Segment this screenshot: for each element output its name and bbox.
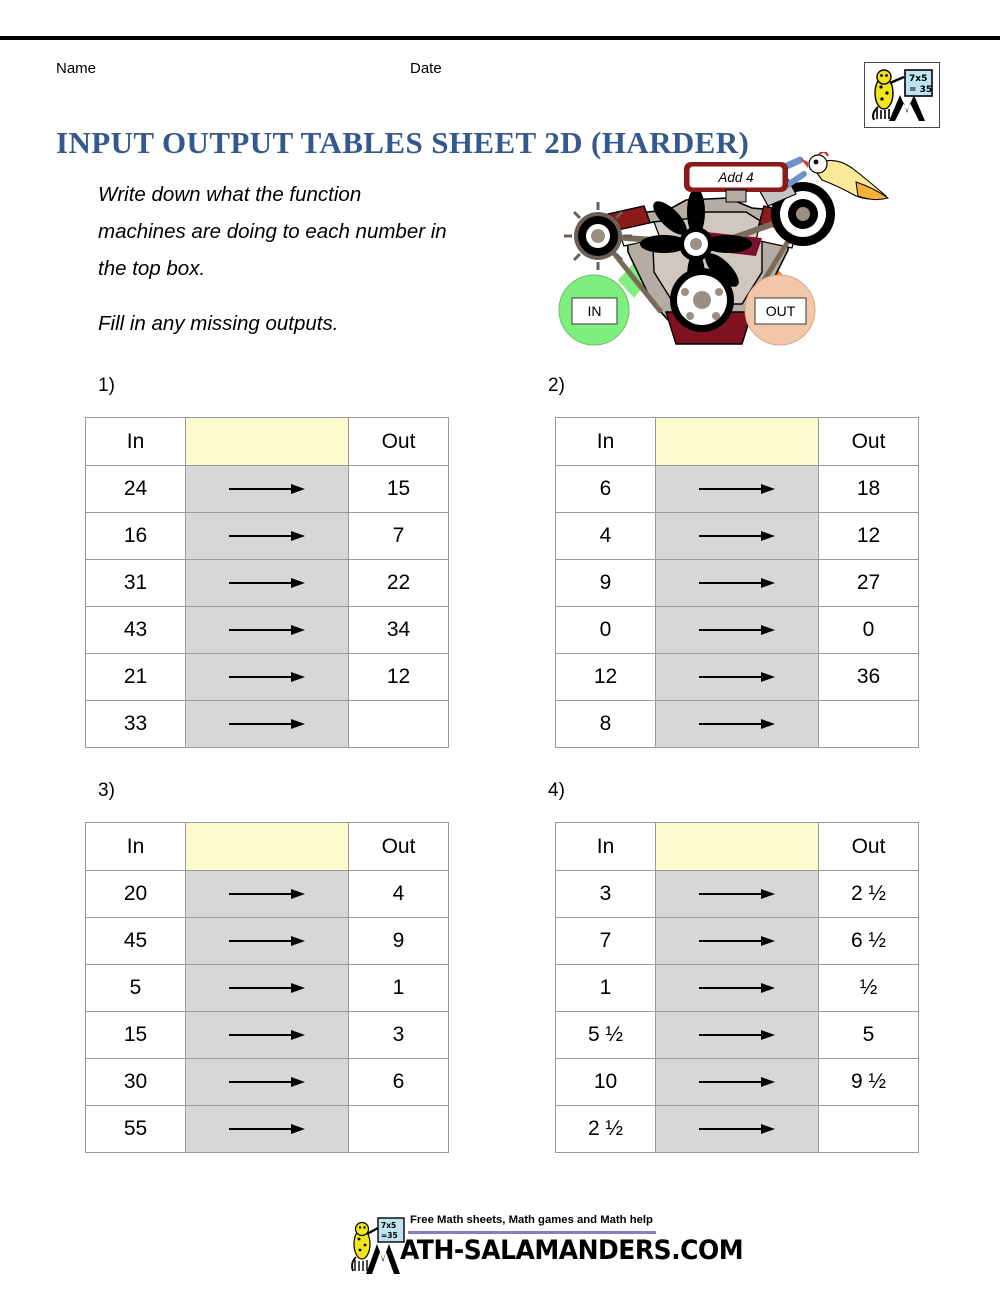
cell-out[interactable]	[819, 1106, 919, 1153]
right-arrow-icon	[227, 482, 307, 496]
cell-in: 33	[86, 701, 186, 748]
right-arrow-icon	[697, 670, 777, 684]
cell-in: 2 ½	[556, 1106, 656, 1153]
cell-arrow	[186, 560, 349, 607]
io-table-3	[85, 822, 449, 1153]
table-row	[86, 918, 449, 965]
cell-in: 45	[86, 918, 186, 965]
table-row	[556, 701, 919, 748]
math-salamanders-logo-icon	[864, 62, 940, 128]
svg-text:= 35: = 35	[909, 85, 933, 95]
footer-tagline: Free Math sheets, Math games and Math help	[410, 1214, 653, 1226]
cell-out[interactable]: 27	[819, 560, 919, 607]
table-row	[556, 560, 919, 607]
cell-out[interactable]: 3	[349, 1012, 449, 1059]
right-arrow-icon	[227, 1122, 307, 1136]
cell-in: 3	[556, 871, 656, 918]
svg-text:=35: =35	[381, 1231, 398, 1240]
cell-arrow	[656, 1012, 819, 1059]
table-row	[86, 513, 449, 560]
table-row	[556, 918, 919, 965]
question-label-1: 1)	[98, 375, 115, 396]
io-table-2	[555, 417, 919, 748]
cell-arrow	[186, 918, 349, 965]
right-arrow-icon	[697, 1075, 777, 1089]
table-row	[556, 466, 919, 513]
cell-in: 5 ½	[556, 1012, 656, 1059]
cell-arrow	[186, 965, 349, 1012]
table-header-row	[556, 418, 919, 466]
right-arrow-icon	[697, 529, 777, 543]
cell-in: 5	[86, 965, 186, 1012]
table-row	[86, 466, 449, 513]
right-arrow-icon	[697, 887, 777, 901]
svg-text:7x5: 7x5	[381, 1221, 397, 1230]
right-arrow-icon	[227, 670, 307, 684]
cell-out[interactable]: 22	[349, 560, 449, 607]
table-row	[556, 871, 919, 918]
question-label-3: 3)	[98, 780, 115, 801]
cell-arrow	[656, 965, 819, 1012]
table-row	[86, 560, 449, 607]
header-in: In	[86, 823, 186, 871]
cell-in: 30	[86, 1059, 186, 1106]
right-arrow-icon	[697, 1122, 777, 1136]
table-row	[556, 1012, 919, 1059]
header-out: Out	[349, 418, 449, 466]
table-row	[556, 607, 919, 654]
right-arrow-icon	[227, 1075, 307, 1089]
cell-arrow	[656, 560, 819, 607]
table-row	[86, 871, 449, 918]
top-divider	[0, 36, 1000, 40]
name-label: Name	[56, 60, 97, 77]
right-arrow-icon	[227, 981, 307, 995]
cell-in: 8	[556, 701, 656, 748]
footer-branding	[348, 1212, 744, 1278]
right-arrow-icon	[227, 529, 307, 543]
right-arrow-icon	[697, 717, 777, 731]
cell-in: 21	[86, 654, 186, 701]
header-out: Out	[349, 823, 449, 871]
cell-out[interactable]: 36	[819, 654, 919, 701]
machine-rule-label: Add 4	[718, 170, 754, 185]
right-arrow-icon	[227, 887, 307, 901]
table-row	[556, 1059, 919, 1106]
cell-out[interactable]: ½	[819, 965, 919, 1012]
right-arrow-icon	[697, 482, 777, 496]
cell-in: 4	[556, 513, 656, 560]
cell-arrow	[186, 466, 349, 513]
table-row	[86, 701, 449, 748]
instructions-block	[98, 176, 448, 342]
header-rule-cell[interactable]	[186, 418, 349, 466]
header-out: Out	[819, 418, 919, 466]
cell-in: 24	[86, 466, 186, 513]
right-arrow-icon	[697, 981, 777, 995]
cell-out[interactable]: 6 ½	[819, 918, 919, 965]
right-arrow-icon	[227, 623, 307, 637]
cell-in: 43	[86, 607, 186, 654]
cell-arrow	[656, 1059, 819, 1106]
cell-arrow	[656, 513, 819, 560]
header-in: In	[556, 418, 656, 466]
cell-arrow	[186, 1059, 349, 1106]
header-rule-cell[interactable]	[656, 823, 819, 871]
cell-in: 31	[86, 560, 186, 607]
cell-out[interactable]: 18	[819, 466, 919, 513]
right-arrow-icon	[697, 576, 777, 590]
io-table-1	[85, 417, 449, 748]
right-arrow-icon	[227, 717, 307, 731]
table-header-row	[556, 823, 919, 871]
machine-out-label: OUT	[765, 303, 796, 319]
right-arrow-icon	[227, 934, 307, 948]
cell-in: 20	[86, 871, 186, 918]
footer-domain[interactable]: ATH-SALAMANDERS.COM	[400, 1234, 744, 1266]
right-arrow-icon	[697, 934, 777, 948]
header-out: Out	[819, 823, 919, 871]
table-row	[556, 513, 919, 560]
question-label-2: 2)	[548, 375, 565, 396]
cell-out[interactable]: 4	[349, 871, 449, 918]
cell-in: 12	[556, 654, 656, 701]
cell-out[interactable]	[819, 701, 919, 748]
table-header-row	[86, 418, 449, 466]
table-row	[86, 607, 449, 654]
cell-arrow	[186, 701, 349, 748]
right-arrow-icon	[227, 1028, 307, 1042]
cell-in: 1	[556, 965, 656, 1012]
instruction-line-2: Fill in any missing outputs.	[98, 312, 339, 335]
cell-arrow	[656, 466, 819, 513]
cell-in: 15	[86, 1012, 186, 1059]
header-rule-cell[interactable]	[186, 823, 349, 871]
date-label: Date	[410, 60, 442, 77]
cell-out[interactable]: 12	[819, 513, 919, 560]
cell-out[interactable]	[349, 1106, 449, 1153]
io-table-4	[555, 822, 919, 1153]
svg-text:7x5: 7x5	[909, 74, 928, 84]
header-in: In	[556, 823, 656, 871]
cell-out[interactable]: 34	[349, 607, 449, 654]
cell-in: 55	[86, 1106, 186, 1153]
cell-arrow	[186, 871, 349, 918]
table-row	[86, 965, 449, 1012]
header-rule-cell[interactable]	[656, 418, 819, 466]
cell-out[interactable]: 12	[349, 654, 449, 701]
function-machine-illustration	[556, 152, 896, 352]
cell-out[interactable]: 9 ½	[819, 1059, 919, 1106]
cell-in: 16	[86, 513, 186, 560]
question-label-4: 4)	[548, 780, 565, 801]
machine-in-label: IN	[587, 303, 602, 319]
cell-out[interactable]: 9	[349, 918, 449, 965]
cell-arrow	[656, 1106, 819, 1153]
cell-in: 9	[556, 560, 656, 607]
cell-arrow	[656, 607, 819, 654]
cell-arrow	[186, 607, 349, 654]
table-header-row	[86, 823, 449, 871]
cell-out[interactable]: 0	[819, 607, 919, 654]
right-arrow-icon	[697, 1028, 777, 1042]
cell-out[interactable]: 1	[349, 965, 449, 1012]
table-row	[556, 965, 919, 1012]
table-row	[86, 1012, 449, 1059]
cell-out[interactable]	[349, 701, 449, 748]
cell-arrow	[656, 701, 819, 748]
cell-arrow	[186, 1106, 349, 1153]
table-row	[86, 1059, 449, 1106]
cell-arrow	[656, 654, 819, 701]
cell-out[interactable]: 15	[349, 466, 449, 513]
cell-arrow	[656, 871, 819, 918]
cell-in: 6	[556, 466, 656, 513]
table-row	[86, 654, 449, 701]
table-row	[556, 654, 919, 701]
cell-in: 0	[556, 607, 656, 654]
cell-out[interactable]: 5	[819, 1012, 919, 1059]
instruction-line-1: Write down what the function machines are doing to each number in the top box.	[98, 183, 447, 280]
cell-in: 7	[556, 918, 656, 965]
cell-out[interactable]: 2 ½	[819, 871, 919, 918]
page-title: INPUT OUTPUT TABLES SHEET 2D (HARDER)	[56, 124, 750, 160]
cell-in: 10	[556, 1059, 656, 1106]
right-arrow-icon	[227, 576, 307, 590]
table-row	[86, 1106, 449, 1153]
cell-out[interactable]: 7	[349, 513, 449, 560]
table-row	[556, 1106, 919, 1153]
cell-arrow	[186, 513, 349, 560]
cell-arrow	[186, 654, 349, 701]
header-in: In	[86, 418, 186, 466]
cell-arrow	[656, 918, 819, 965]
right-arrow-icon	[697, 623, 777, 637]
cell-out[interactable]: 6	[349, 1059, 449, 1106]
cell-arrow	[186, 1012, 349, 1059]
